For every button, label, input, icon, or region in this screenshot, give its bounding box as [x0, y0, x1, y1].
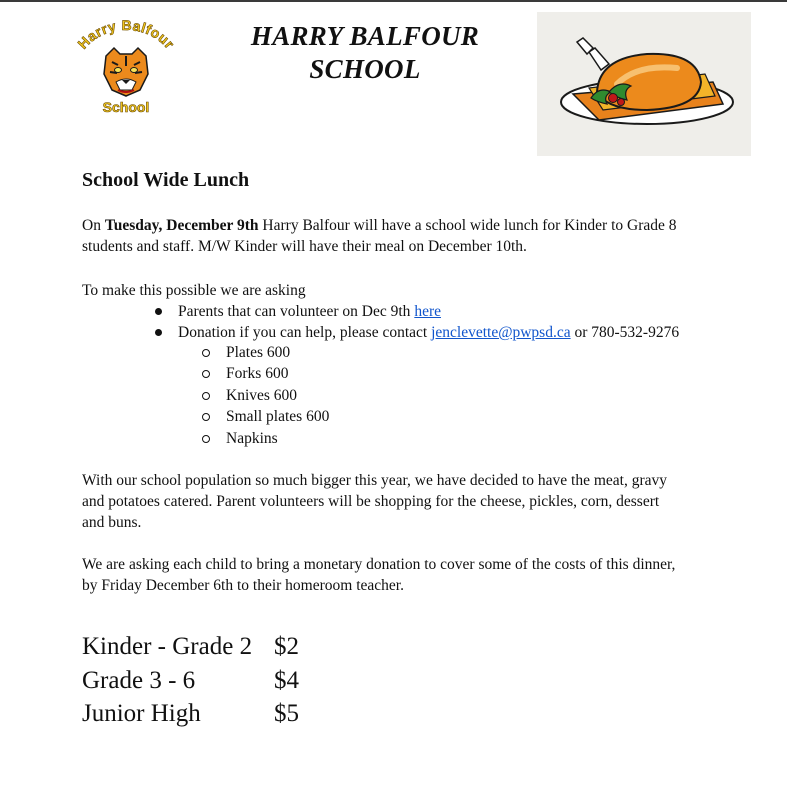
circle-bullet-icon	[202, 370, 210, 378]
donation-item: Knives 600	[226, 386, 298, 404]
donation-items	[201, 342, 329, 449]
list-item	[201, 428, 329, 449]
bullet-icon	[155, 308, 162, 315]
circle-bullet-icon	[202, 413, 210, 421]
list-item	[201, 385, 329, 406]
intro-date: Tuesday, December 9th	[104, 217, 259, 234]
donation-item: Small plates 600	[226, 408, 330, 426]
price-amount: $2	[274, 633, 299, 660]
bullet-icon	[155, 329, 162, 336]
donation-line1: We are asking each child to bring a monetary donation to cover some of the costs of this dinner,	[82, 556, 676, 573]
price-level: Junior High	[82, 700, 201, 727]
tiger-icon	[104, 48, 148, 96]
price-row	[82, 697, 299, 731]
svg-text:Harry Balfour	[74, 18, 178, 52]
price-table	[82, 630, 299, 731]
price-row	[82, 664, 299, 698]
list-item	[152, 322, 679, 343]
logo-bottom-text: School	[102, 99, 150, 115]
turkey-illustration	[537, 12, 751, 156]
asking-lead: To make this possible we are asking	[82, 282, 306, 299]
intro-paragraph	[82, 215, 722, 257]
intro-rest: Harry Balfour will have a school wide lunch for Kinder to Grade 8	[258, 217, 677, 234]
top-rule	[0, 0, 787, 2]
donation-line2: by Friday December 6th to their homeroom teacher.	[82, 577, 404, 594]
donation-paragraph	[82, 554, 722, 596]
circle-bullet-icon	[202, 435, 210, 443]
price-row	[82, 630, 299, 664]
volunteer-link[interactable]: here	[414, 303, 441, 320]
section-heading: School Wide Lunch	[82, 169, 250, 191]
donation-item: Plates 600	[226, 344, 291, 361]
school-title	[220, 20, 510, 86]
donation-item: Napkins	[226, 429, 278, 447]
logo-top-text: Harry Balfour	[74, 18, 178, 52]
turkey-icon	[537, 12, 751, 156]
asking-bullets	[152, 301, 679, 343]
list-item	[152, 301, 679, 322]
price-level: Kinder - Grade 2	[82, 633, 253, 660]
intro-on: On	[82, 217, 105, 234]
bullet1-text: Parents that can volunteer on Dec 9th	[178, 303, 415, 320]
catering-line1: With our school population so much bigger this year, we have decided to have the meat, gravy	[82, 472, 668, 489]
list-item	[201, 363, 329, 384]
price-amount: $4	[274, 666, 299, 694]
school-logo	[62, 18, 190, 118]
catering-paragraph	[82, 470, 722, 533]
circle-bullet-icon	[202, 349, 210, 357]
intro-line2: students and staff. M/W Kinder will have their meal on December 10th.	[82, 238, 527, 255]
bullet2-text: Donation if you can help, please contact	[178, 324, 432, 341]
email-link[interactable]: jenclevette@pwpsd.ca	[431, 324, 571, 341]
donation-item: Forks 600	[226, 365, 289, 383]
list-item	[201, 342, 329, 363]
school-title-line1: HARRY BALFOUR	[250, 21, 480, 51]
catering-line2: and potatoes catered. Parent volunteers will be shopping for the cheese, pickles, corn, dessert	[82, 493, 660, 510]
price-amount: $5	[274, 700, 299, 727]
bullet2-tail: or 780-532-9276	[570, 324, 680, 341]
price-level: Grade 3 - 6	[82, 666, 196, 694]
list-item	[201, 406, 329, 427]
school-title-line2: SCHOOL	[309, 54, 421, 84]
circle-bullet-icon	[202, 392, 210, 400]
catering-line3: and buns.	[82, 514, 142, 531]
